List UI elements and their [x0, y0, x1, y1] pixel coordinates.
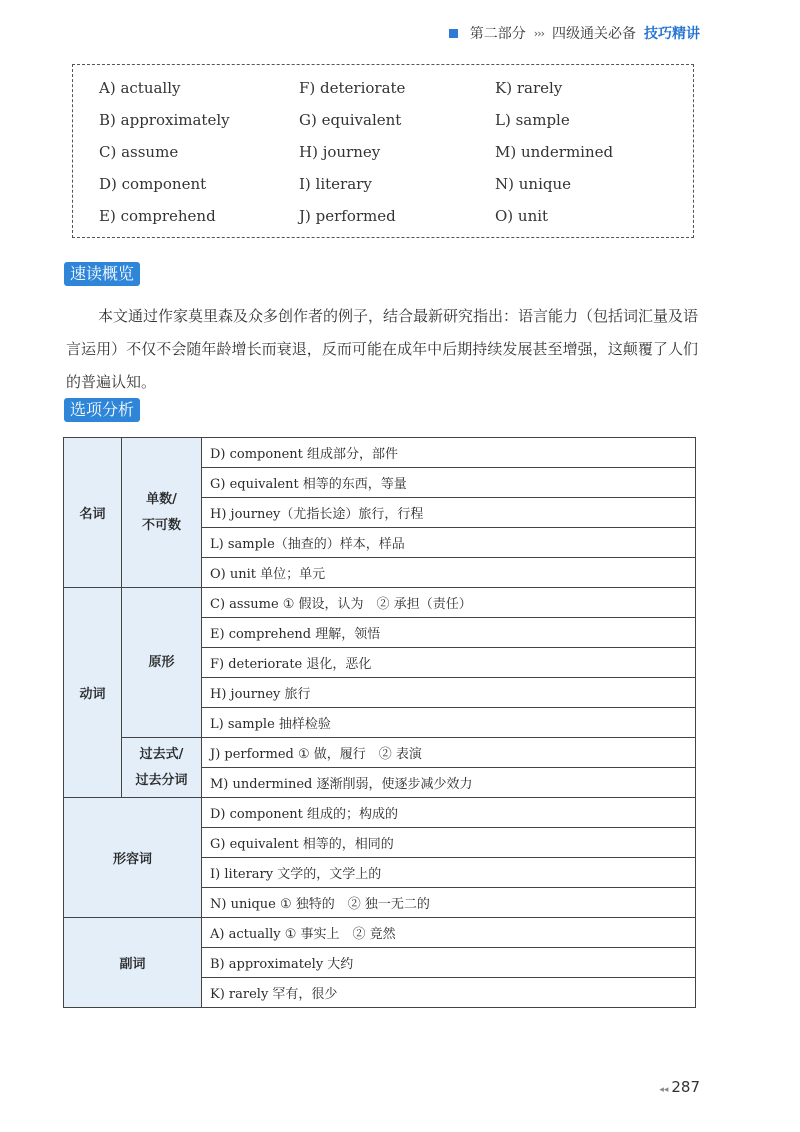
- entry-cell: A) actually ① 事实上 ② 竟然: [202, 918, 696, 948]
- entry-cell: F) deteriorate 退化，恶化: [202, 648, 696, 678]
- page-number-value: 287: [671, 1078, 700, 1096]
- header-title-highlight: 技巧精讲: [644, 26, 700, 42]
- entry-cell: L) sample（抽查的）样本，样品: [202, 528, 696, 558]
- entry-cell: J) performed ① 做，履行 ② 表演: [202, 738, 696, 768]
- entry-cell: E) comprehend 理解，领悟: [202, 618, 696, 648]
- sub-label-line: 过去分词: [135, 772, 188, 788]
- entry-cell: D) component 组成的；构成的: [202, 798, 696, 828]
- entry-cell: M) undermined 逐渐削弱，使逐步减少效力: [202, 768, 696, 798]
- table-row: [64, 588, 696, 618]
- subcategory-verb-past: [122, 738, 202, 798]
- page-number: [659, 1078, 700, 1096]
- entry-cell: B) approximately 大约: [202, 948, 696, 978]
- sub-label-line: 过去式/: [139, 746, 184, 762]
- word-option: O) unit: [495, 207, 549, 225]
- entry-cell: O) unit 单位；单元: [202, 558, 696, 588]
- entry-cell: G) equivalent 相等的东西，等量: [202, 468, 696, 498]
- word-option: C) assume: [99, 143, 179, 161]
- word-option: B) approximately: [99, 111, 230, 129]
- word-bank-box: [72, 64, 694, 238]
- overview-tag: 速读概览: [64, 262, 140, 286]
- word-option: L) sample: [495, 111, 570, 129]
- entry-cell: G) equivalent 相等的，相同的: [202, 828, 696, 858]
- category-verb: 动词: [64, 588, 122, 798]
- entry-cell: D) component 组成部分，部件: [202, 438, 696, 468]
- table-row: [64, 798, 696, 828]
- word-option: J) performed: [299, 207, 396, 225]
- header-part: 第二部分: [469, 26, 526, 42]
- word-option: N) unique: [495, 175, 572, 193]
- category-adverb: 副词: [64, 918, 202, 1008]
- word-option: A) actually: [99, 79, 181, 97]
- word-option: E) comprehend: [99, 207, 216, 225]
- entry-cell: C) assume ① 假设，认为 ② 承担（责任）: [202, 588, 696, 618]
- entry-cell: K) rarely 罕有，很少: [202, 978, 696, 1008]
- word-option: K) rarely: [495, 79, 563, 97]
- entry-cell: N) unique ① 独特的 ② 独一无二的: [202, 888, 696, 918]
- subcategory-noun: [122, 438, 202, 588]
- sub-label-line: 单数/: [146, 491, 177, 507]
- entry-cell: L) sample 抽样检验: [202, 708, 696, 738]
- word-option: M) undermined: [495, 143, 614, 161]
- word-option: D) component: [99, 175, 207, 193]
- running-header: [449, 22, 700, 44]
- subcategory-verb-base: 原形: [122, 588, 202, 738]
- square-bullet-icon: [449, 29, 458, 38]
- option-analysis-table: [63, 437, 696, 1008]
- table-row: [64, 438, 696, 468]
- word-option: H) journey: [299, 143, 381, 161]
- word-option: F) deteriorate: [299, 79, 406, 97]
- overview-text: 本文通过作家莫里森及众多创作者的例子，结合最新研究指出：语言能力（包括词汇量及语言运用）不仅不会随年龄增长而衰退，反而可能在成年中后期持续发展甚至增强，这颠覆了人们的普遍认知。: [66, 307, 699, 391]
- entry-cell: H) journey 旅行: [202, 678, 696, 708]
- category-adjective: 形容词: [64, 798, 202, 918]
- analysis-tag: 选项分析: [64, 398, 140, 422]
- double-triangle-icon: ◂◂: [659, 1085, 669, 1095]
- entry-cell: H) journey（尤指长途）旅行，行程: [202, 498, 696, 528]
- word-option: G) equivalent: [299, 111, 402, 129]
- table-row: [64, 738, 696, 768]
- category-noun: 名词: [64, 438, 122, 588]
- arrows-icon: ›››: [533, 26, 544, 40]
- sub-label-line: 不可数: [141, 517, 181, 533]
- entry-cell: I) literary 文学的，文学上的: [202, 858, 696, 888]
- table-row: [64, 918, 696, 948]
- header-title: 四级通关必备: [552, 26, 636, 42]
- word-option: I) literary: [299, 175, 372, 193]
